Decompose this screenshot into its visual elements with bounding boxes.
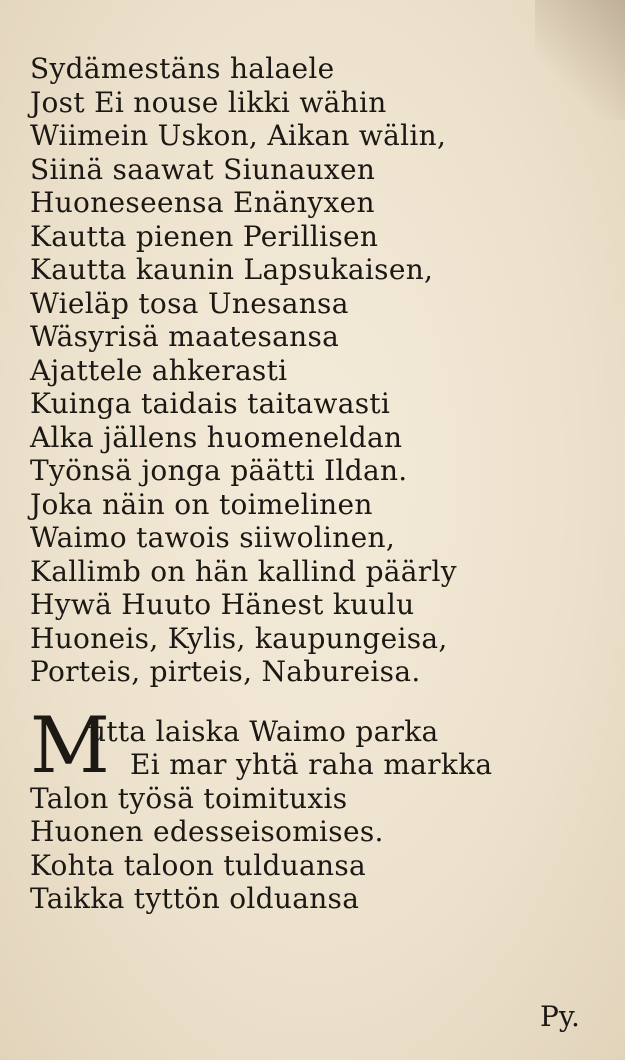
poem-line: Wieläp tosa Unesansa (30, 286, 349, 320)
poem-line: Kautta kaunin Lapsukaisen, (30, 253, 434, 286)
poem-line: Talon työsä toimituxis (30, 781, 348, 815)
poem-line: Joka näin on toimelinen (30, 487, 373, 521)
poem-line: Työnsä jonga päätti Ildan. (30, 454, 408, 487)
poem-line: Huoneis, Kylis, kaupungeisa, (30, 621, 448, 655)
poem-line: Kallimb on hän kallind päärly (30, 554, 457, 588)
poem-line: Wäsyrisä maatesansa (30, 320, 340, 353)
poem-line: Kohta taloon tulduansa (30, 848, 367, 882)
poem-line: Alka jällens huomeneldan (30, 420, 403, 454)
catchword: Py. (540, 1000, 580, 1033)
poem-line: Huoneseensa Enänyxen (30, 186, 375, 219)
poem-line: Kuinga taidais taitawasti (30, 387, 391, 420)
poem-line: Huonen edesseisomises. (30, 815, 384, 848)
poem-line: Sydämestäns halaele (30, 52, 335, 85)
poem-line: Kautta pienen Perillisen (30, 219, 379, 253)
drop-cap: M (30, 700, 111, 791)
poem-line: Siinä saawat Siunauxen (30, 152, 376, 186)
poem-line-text: utta laiska Waimo parka (88, 714, 439, 748)
poem-line: Hywä Huuto Hänest kuulu (30, 588, 415, 621)
poem-line: Waimo tawois siiwolinen, (30, 521, 396, 554)
poem-line: Wiimein Uskon, Aikan wälin, (30, 119, 447, 152)
poem-line: Porteis, pirteis, Nabureisa. (30, 655, 421, 688)
poem-text (30, 52, 590, 916)
poem-line: Taikka tyttön olduansa (30, 882, 360, 915)
poem-line (30, 715, 590, 749)
stanza-gap (30, 689, 590, 715)
poem-line: Jost Ei nouse likki wähin (30, 85, 387, 119)
poem-line: Ajattele ahkerasti (30, 353, 288, 387)
stanza-two (30, 700, 590, 916)
poem-line: Ei mar yhtä raha markka (130, 748, 493, 781)
